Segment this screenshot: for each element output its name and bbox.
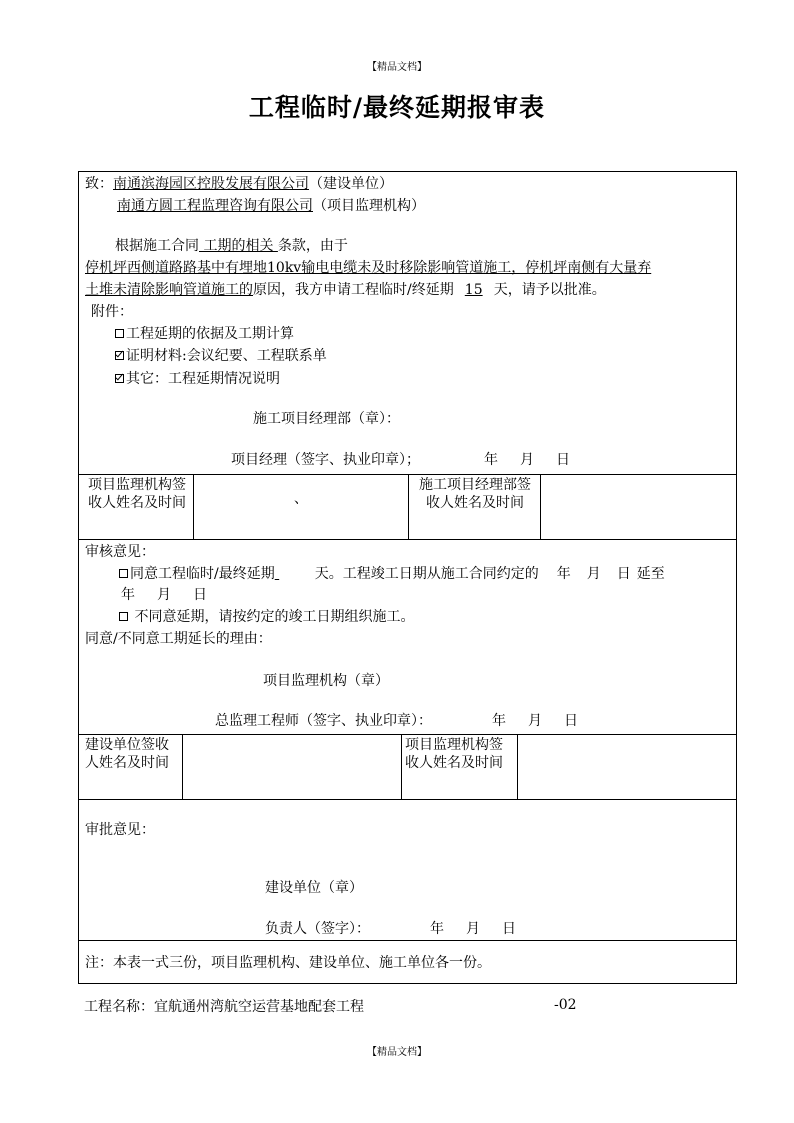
supervisor-receiver-value[interactable]: 、 [294, 491, 308, 507]
review-agree-date: 年 月 日 [121, 587, 207, 603]
review-disagree-line: 不同意延期，请按约定的竣工日期组织施工。 [119, 608, 414, 626]
checked-checkbox-icon[interactable] [115, 351, 124, 360]
owner-signature-line: 负责人（签字）： 年 月 日 [265, 921, 516, 937]
page-header: 【精品文档】 [367, 62, 427, 73]
supervisor-receiver-label-2: 项目监理机构签收人姓名及时间 [405, 737, 503, 771]
delay-days: 15 [464, 282, 483, 298]
contractor-dept-stamp: 施工项目经理部（章）： [253, 411, 400, 427]
page-title: 工程临时/最终延期报审表 [248, 93, 546, 122]
attachments-label: 附件： [91, 304, 133, 320]
attachment-2: 证明材料:会议纪要、工程联系单 [115, 347, 327, 365]
attachment-3: 其它：工程延期情况说明 [115, 370, 280, 388]
row-divider [79, 940, 736, 941]
review-reason-label: 同意/不同意工期延长的理由： [85, 631, 272, 647]
project-name: 宜航通州湾航空运营基地配套工程 [154, 999, 364, 1015]
form-table [78, 171, 737, 984]
pm-signature-line: 项目经理（签字、执业印章）； 年 月 日 [231, 452, 570, 468]
review-label: 审核意见： [85, 544, 155, 560]
delay-reason-line-1: 停机坪西侧道路路基中有埋地10kv输电电缆未及时移除影响管道施工，停机坪南侧有大量弃 [85, 260, 652, 276]
project-code: -02 [554, 997, 577, 1013]
checkbox-icon[interactable] [115, 329, 124, 338]
to-line-1: 致：南通滨海园区控股发展有限公司（建设单位） [85, 176, 393, 192]
approval-label: 审批意见： [85, 822, 155, 838]
col-divider [540, 474, 541, 539]
checked-checkbox-icon[interactable] [115, 374, 124, 383]
form-note: 注：本表一式三份，项目监理机构、建设单位、施工单位各一份。 [85, 955, 491, 971]
checkbox-icon[interactable] [119, 569, 128, 578]
col-divider [408, 474, 409, 539]
delay-reason-line-2: 土堆未清除影响管道施工的原因，我方申请工程临时/终延期 15 天，请予以批准。 [85, 282, 606, 298]
owner-unit: 南通滨海园区控股发展有限公司 [113, 176, 309, 192]
to-line-2: 南通方圆工程监理咨询有限公司（项目监理机构） [117, 198, 425, 214]
owner-receiver-label: 建设单位签收人姓名及时间 [85, 737, 169, 771]
col-divider [182, 734, 183, 799]
col-divider [517, 734, 518, 799]
review-agree-line: 同意工程临时/最终延期 天。工程竣工日期从施工合同约定的 年 月 日 延至 [119, 565, 665, 583]
contractor-receiver-label: 施工项目经理部签收人姓名及时间 [419, 477, 531, 511]
supervisor-unit: 南通方圆工程监理咨询有限公司 [117, 198, 313, 214]
contract-clause-line: 根据施工合同 工期的相关 条款，由于 [115, 238, 348, 254]
col-divider [401, 734, 402, 799]
supervisor-org-stamp: 项目监理机构（章） [263, 673, 389, 689]
checkbox-icon[interactable] [119, 612, 128, 621]
col-divider [193, 474, 194, 539]
chief-engineer-signature-line: 总监理工程师（签字、执业印章）： 年 月 日 [215, 713, 578, 729]
row-divider [79, 799, 736, 800]
row-divider [79, 734, 736, 735]
attachment-1: 工程延期的依据及工期计算 [115, 325, 294, 343]
page-footer: 【精品文档】 [367, 1047, 427, 1058]
supervisor-receiver-label: 项目监理机构签收人姓名及时间 [88, 477, 186, 511]
row-divider [79, 539, 736, 540]
owner-stamp: 建设单位（章） [265, 880, 363, 896]
project-name-line: 工程名称：宜航通州湾航空运营基地配套工程 [84, 999, 364, 1015]
